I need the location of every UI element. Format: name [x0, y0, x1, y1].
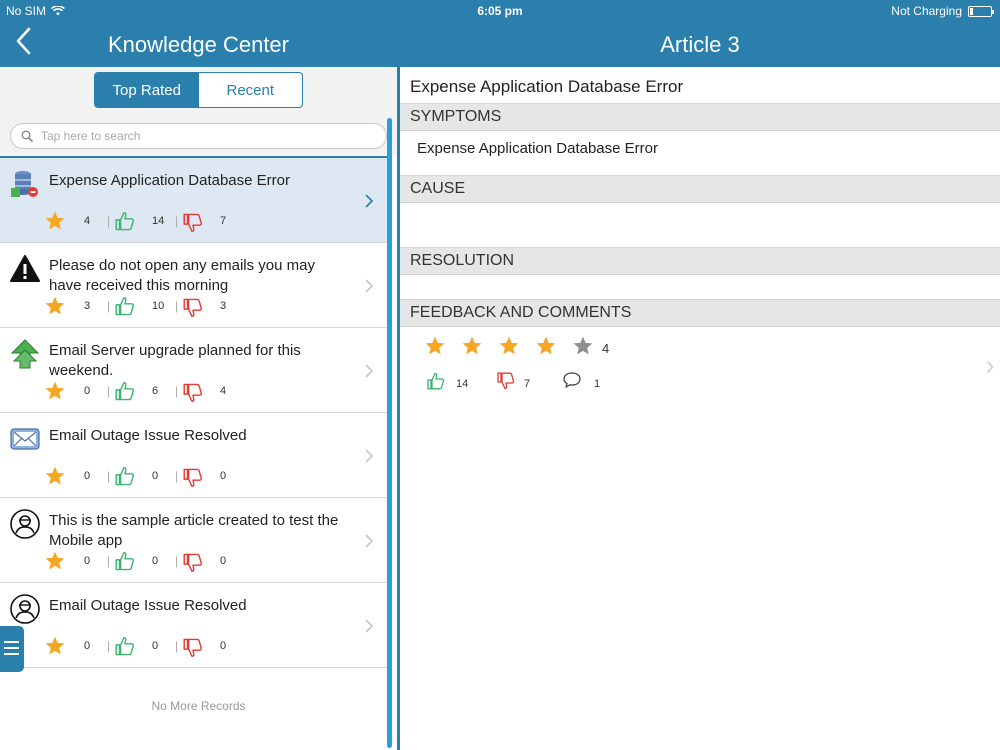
stat-separator: |	[175, 469, 179, 483]
thumbs-up-icon	[114, 550, 136, 572]
knowledge-center-title: Knowledge Center	[107, 32, 289, 57]
user-avatar-icon	[9, 508, 41, 540]
upgrade-arrow-icon	[9, 338, 41, 370]
side-menu-tab[interactable]	[0, 626, 24, 672]
article-item-title: Email Outage Issue Resolved	[49, 427, 247, 444]
thumbs-up-icon	[114, 210, 136, 232]
resolution-section-header	[400, 247, 1000, 275]
article-list-item[interactable]	[0, 413, 390, 498]
chevron-right-icon	[364, 363, 374, 379]
tab-recent[interactable]: Recent	[226, 81, 275, 99]
star-icon	[44, 210, 66, 232]
article-item-likes: 6	[152, 385, 159, 397]
carrier-label: No SIM	[6, 4, 47, 18]
stat-separator: |	[175, 214, 179, 228]
feedback-rating-value: 4	[602, 341, 610, 356]
status-right	[891, 4, 992, 18]
article-item-dislikes: 4	[220, 385, 227, 397]
article-item-stats	[44, 210, 264, 232]
article-item-rating: 0	[84, 640, 91, 652]
stat-separator: |	[107, 639, 111, 653]
star-icon	[44, 380, 66, 402]
article-item-rating: 0	[84, 555, 91, 567]
stat-separator: |	[107, 214, 111, 228]
article-list-item[interactable]	[0, 243, 390, 328]
article-item-title: This is the sample article created to test the Mobile app	[49, 512, 339, 549]
article-item-rating: 3	[84, 300, 91, 312]
article-list-pane	[0, 67, 397, 750]
feedback-section-header	[400, 299, 1000, 327]
symptoms-text: Expense Application Database Error	[417, 140, 658, 157]
article-item-dislikes: 0	[220, 640, 227, 652]
resolution-header-label: RESOLUTION	[410, 252, 515, 269]
star-icon	[44, 295, 66, 317]
article-item-likes: 10	[152, 300, 165, 312]
article-list-item[interactable]	[0, 583, 390, 668]
symptoms-header-label: SYMPTOMS	[410, 108, 502, 125]
nav-left	[0, 22, 397, 67]
feedback-counts	[426, 371, 626, 393]
sort-segmented-control	[94, 72, 303, 108]
cause-section-header	[400, 175, 1000, 203]
search-icon	[21, 130, 33, 142]
thumbs-down-icon	[182, 212, 204, 234]
chevron-right-icon	[364, 618, 374, 634]
stat-separator: |	[107, 299, 111, 313]
article-list-item[interactable]	[0, 328, 390, 413]
search-input[interactable]	[41, 129, 361, 143]
chevron-right-icon	[364, 193, 374, 209]
thumbs-up-icon	[114, 635, 136, 657]
article-item-stats	[44, 635, 264, 657]
star-filled-icon	[498, 335, 520, 357]
feedback-dislikes-count: 7	[524, 378, 531, 390]
article-item-dislikes: 0	[220, 555, 227, 567]
thumbs-down-icon	[182, 552, 204, 574]
feedback-likes-count: 14	[456, 378, 469, 390]
charging-label: Not Charging	[891, 4, 962, 18]
stat-separator: |	[175, 299, 179, 313]
article-item-title: Expense Application Database Error	[49, 172, 290, 189]
star-filled-icon	[461, 335, 483, 357]
article-nav-title: Article 3	[660, 32, 740, 57]
article-item-stats	[44, 465, 264, 487]
email-icon	[9, 423, 41, 455]
list-header	[0, 67, 397, 157]
status-bar	[0, 0, 1000, 22]
symptoms-section-header	[400, 103, 1000, 131]
no-more-records-label: No More Records	[151, 699, 246, 713]
article-item-rating: 4	[84, 215, 91, 227]
thumbs-up-icon	[114, 380, 136, 402]
article-item-likes: 0	[152, 640, 159, 652]
chevron-right-icon	[364, 448, 374, 464]
list-scrollbar[interactable]	[387, 118, 392, 748]
menu-icon	[4, 640, 19, 656]
nav-bar	[0, 22, 1000, 67]
warning-icon	[9, 253, 41, 285]
stat-separator: |	[107, 469, 111, 483]
feedback-header-label: FEEDBACK AND COMMENTS	[410, 304, 632, 321]
article-item-dislikes: 7	[220, 215, 227, 227]
star-icon	[44, 550, 66, 572]
article-item-dislikes: 0	[220, 470, 227, 482]
article-item-likes: 0	[152, 555, 159, 567]
stat-separator: |	[107, 554, 111, 568]
stat-separator: |	[175, 639, 179, 653]
comment-icon[interactable]	[562, 371, 582, 389]
clock: 6:05 pm	[477, 4, 523, 18]
stat-separator: |	[107, 384, 111, 398]
search-bar	[10, 123, 387, 149]
stat-separator: |	[175, 384, 179, 398]
thumbs-up-icon	[114, 465, 136, 487]
chevron-right-icon	[364, 278, 374, 294]
thumbs-up-icon	[114, 295, 136, 317]
feedback-star-rating[interactable]	[424, 335, 624, 357]
star-empty-icon	[572, 335, 594, 357]
database-error-icon	[9, 168, 41, 200]
article-item-title: Please do not open any emails you may have received this morning	[49, 257, 315, 294]
thumbs-down-icon	[182, 382, 204, 404]
user-avatar-icon	[9, 593, 41, 625]
article-item-title: Email Outage Issue Resolved	[49, 597, 247, 614]
article-item-likes: 0	[152, 470, 159, 482]
article-item-title: Email Server upgrade planned for this weekend.	[49, 342, 301, 379]
chevron-right-icon[interactable]	[986, 360, 994, 374]
article-item-stats	[44, 380, 264, 402]
battery-icon	[968, 6, 992, 17]
thumbs-down-icon	[182, 467, 204, 489]
stat-separator: |	[175, 554, 179, 568]
article-detail-pane	[400, 67, 1000, 750]
star-icon	[44, 635, 66, 657]
star-icon	[44, 465, 66, 487]
cause-header-label: CAUSE	[410, 180, 466, 197]
thumbs-up-icon[interactable]	[426, 371, 446, 391]
thumbs-down-icon	[182, 297, 204, 319]
article-item-stats	[44, 550, 264, 572]
chevron-right-icon	[364, 533, 374, 549]
article-item-dislikes: 3	[220, 300, 227, 312]
thumbs-down-icon	[182, 637, 204, 659]
article-item-rating: 0	[84, 470, 91, 482]
star-filled-icon	[424, 335, 446, 357]
star-filled-icon	[535, 335, 557, 357]
tab-top-rated[interactable]: Top Rated	[95, 73, 199, 107]
article-list-item[interactable]	[0, 158, 390, 243]
article-item-stats	[44, 295, 264, 317]
article-title: Expense Application Database Error	[410, 77, 684, 96]
article-item-rating: 0	[84, 385, 91, 397]
feedback-comments-count: 1	[594, 378, 601, 390]
thumbs-down-icon[interactable]	[496, 371, 516, 391]
article-list	[0, 158, 390, 668]
article-list-item[interactable]	[0, 498, 390, 583]
article-item-likes: 14	[152, 215, 165, 227]
battery-fill	[970, 8, 973, 15]
